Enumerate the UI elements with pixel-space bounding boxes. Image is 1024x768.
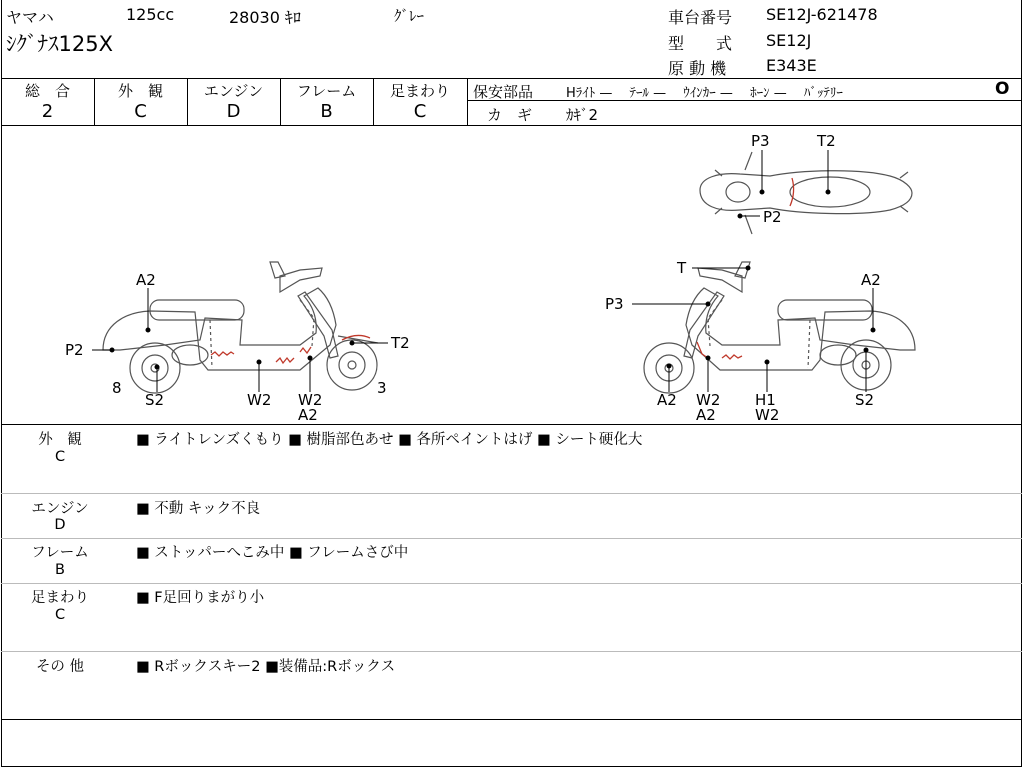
remark-category: 外 観	[38, 432, 82, 448]
remark-grade: B	[55, 562, 65, 578]
safety-items: Hﾗｲﾄ — ﾃｰﾙ — ｳｲﾝｶｰ — ﾎｰﾝ — ﾊﾞｯﾃﾘｰ	[566, 86, 843, 101]
diagram-label: P2	[65, 341, 84, 359]
displacement: 125cc	[126, 5, 175, 24]
diagram-label: A2	[136, 271, 156, 289]
grade-label: 外 観	[117, 82, 163, 100]
remark-text: ■ ライトレンズくもり ■ 樹脂部色あせ ■ 各所ペイントはげ ■ シート硬化大	[136, 432, 643, 448]
divider	[1, 651, 1022, 652]
remark-text: ■ F足回りまがり小	[136, 590, 265, 606]
type-label: 型 式	[668, 34, 733, 53]
grade-label: 足まわり	[389, 82, 450, 100]
grade-label: 総 合	[24, 82, 70, 100]
remark-category: エンジン	[31, 501, 89, 517]
key-value: ｶｷﾞ2	[566, 106, 599, 124]
battery-mark: O	[995, 79, 1010, 99]
remark-text: ■ 不動 キック不良	[136, 501, 261, 517]
type-value: SE12J	[766, 31, 812, 50]
divider	[1, 583, 1022, 584]
chassis-number: SE12J-621478	[766, 5, 878, 24]
divider	[1, 424, 1022, 425]
remark-category: その 他	[35, 659, 85, 675]
remark-category: 足まわり	[31, 590, 89, 606]
remark-text: ■ ストッパーへこみ中 ■ フレームさび中	[136, 545, 409, 561]
scooter-diagram	[0, 126, 1022, 424]
grade-value: C	[413, 101, 427, 122]
remark-text: ■ Rボックスキー2 ■装備品:Rボックス	[136, 659, 396, 675]
grade-value: D	[226, 101, 241, 122]
key-label: カ ギ	[487, 106, 533, 124]
scooter-top-view	[700, 152, 912, 234]
remark-category: フレーム	[31, 545, 89, 561]
diagram-label: A2	[861, 271, 881, 289]
diagram-label: W2	[247, 391, 272, 409]
grade-label: フレーム	[296, 82, 357, 100]
diagram-label: W2	[696, 391, 721, 409]
grade-label: エンジン	[203, 82, 264, 100]
remark-grade: D	[54, 517, 66, 533]
diagram-label: T	[677, 259, 687, 277]
remark-grade: C	[54, 607, 66, 623]
divider	[467, 78, 468, 125]
diagram-label: H1	[755, 391, 776, 409]
engine-value: E343E	[766, 56, 817, 75]
diagram-label: A2	[657, 391, 677, 409]
diagram-label: A2	[298, 406, 318, 424]
divider	[1, 78, 1022, 79]
safety-label: 保安部品	[473, 83, 534, 101]
diagram-label: P2	[763, 208, 782, 226]
diagram-label: S2	[145, 391, 165, 409]
divider	[1, 493, 1022, 494]
grade-value: 2	[41, 101, 54, 122]
diagram-label: A2	[696, 406, 716, 424]
diagram-label: 8	[112, 379, 122, 397]
diagram-label: W2	[298, 391, 323, 409]
grade-value: C	[134, 101, 147, 122]
maker: ヤマハ	[6, 8, 54, 27]
divider	[1, 538, 1022, 539]
grade-value: B	[320, 101, 333, 122]
diagram-label: T2	[817, 132, 836, 150]
diagram-label: W2	[755, 406, 780, 424]
model-name: ｼｸﾞﾅｽ125X	[6, 32, 113, 56]
diagram-label: S2	[855, 391, 875, 409]
diagram-label: 3	[377, 379, 387, 397]
diagram-label: T2	[391, 334, 410, 352]
divider	[1, 719, 1022, 720]
chassis-label: 車台番号	[668, 8, 733, 27]
diagram-label: P3	[605, 295, 624, 313]
mileage: 28030 ｷﾛ	[229, 8, 301, 27]
color: ｸﾞﾚｰ	[394, 7, 425, 25]
engine-label: 原 動 機	[668, 59, 727, 78]
diagram-label: P3	[751, 132, 770, 150]
remark-grade: C	[54, 449, 66, 465]
